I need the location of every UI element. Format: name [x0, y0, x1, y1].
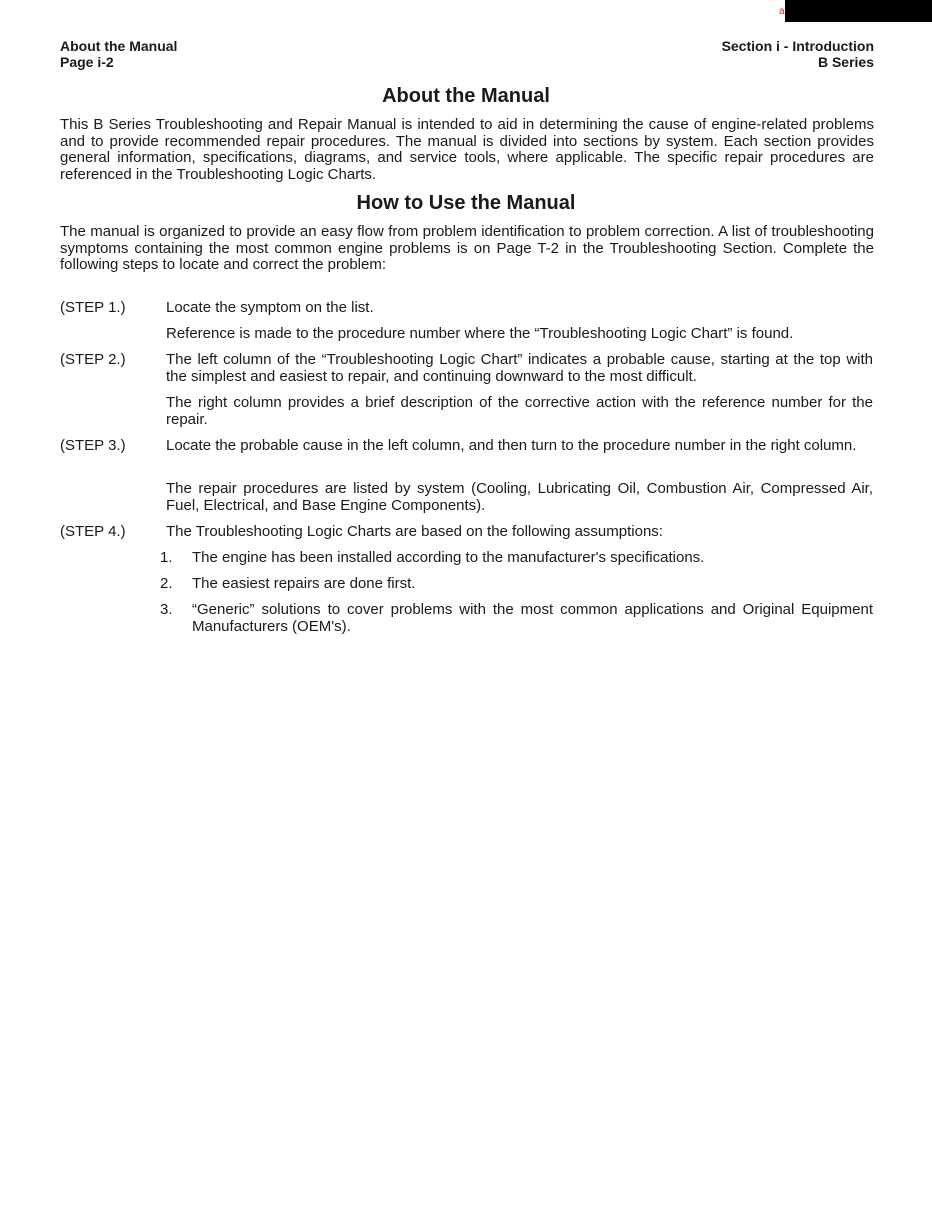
section-title-how-to-use: How to Use the Manual — [356, 192, 576, 214]
step-2-label: (STEP 2.) — [60, 351, 126, 368]
header-series: B Series — [817, 54, 874, 70]
redaction-mark: a — [779, 6, 785, 17]
step-2-text: The left column of the “Troubleshooting Logic Chart” indicates a probable cause, starting at the top with the simplest and easiest to repair, and continuing downward to the most difficult. — [166, 351, 873, 385]
assumption-2-text: The easiest repairs are done first. — [192, 575, 416, 592]
header-doc-title: About the Manual — [60, 38, 178, 54]
assumption-3-number: 3. — [160, 601, 173, 618]
step-4-text: The Troubleshooting Logic Charts are based on the following assumptions: — [166, 523, 663, 540]
step-2-note: The right column provides a brief description of the corrective action with the reference number for the repair. — [166, 394, 873, 428]
assumption-1-number: 1. — [160, 549, 173, 566]
about-paragraph: This B Series Troubleshooting and Repair Manual is intended to aid in determining the cause of engine-related problems and to provide recommended repair procedures. The manual is divided into sections by system. Each section provides general information, specifications, diagrams, and service tools, where applicable. The specific repair procedures are referenced in the Troubleshooting Logic Charts. — [60, 116, 874, 183]
redaction-bar — [785, 0, 932, 22]
header-section-name: Section i - Introduction — [721, 38, 874, 54]
step-3-label: (STEP 3.) — [60, 437, 126, 454]
header-page-number: Page i-2 — [60, 54, 114, 70]
step-1-text: Locate the symptom on the list. — [166, 299, 374, 316]
step-3-text: Locate the probable cause in the left column, and then turn to the procedure number in the right column. — [166, 437, 857, 454]
how-to-use-paragraph: The manual is organized to provide an easy flow from problem identification to problem correction. A list of troubleshooting symptoms containing the most common engine problems is on Page T-2 in the Troubleshooting Section. Complete the following steps to locate and correct the problem: — [60, 223, 874, 273]
section-title-about: About the Manual — [382, 85, 550, 107]
page-header-right — [722, 38, 874, 70]
assumption-3-text: “Generic” solutions to cover problems with the most common applications and Original Equipment Manufacturers (OEM's). — [192, 601, 873, 635]
assumption-1-text: The engine has been installed according to the manufacturer's specifications. — [192, 549, 705, 566]
step-3-note: The repair procedures are listed by system (Cooling, Lubricating Oil, Combustion Air, Compressed Air, Fuel, Electrical, and Base Engine Components). — [166, 480, 873, 514]
page-header-left — [60, 38, 177, 70]
assumption-2-number: 2. — [160, 575, 173, 592]
step-4-label: (STEP 4.) — [60, 523, 126, 540]
step-1-note: Reference is made to the procedure number where the “Troubleshooting Logic Chart” is found. — [166, 325, 794, 342]
step-1-label: (STEP 1.) — [60, 299, 126, 316]
